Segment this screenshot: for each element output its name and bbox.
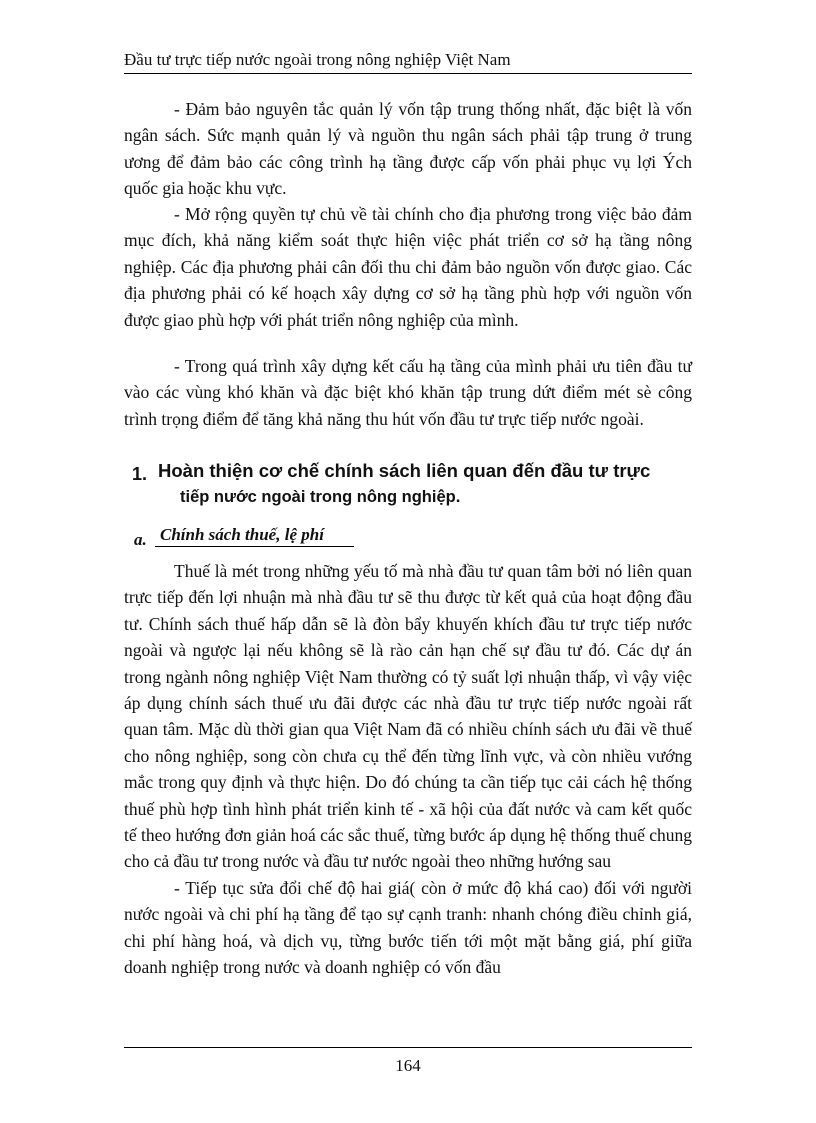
subsection-letter: a.	[134, 530, 147, 549]
paragraph-capital-management: - Đảm bảo nguyên tắc quản lý vốn tập trung thống nhất, đặc biệt là vốn ngân sách. Sức mạnh quản lý và nguồn thu ngân sách phải tập trung ở trung ương để đảm bảo các công trình hạ tầng được cấp vốn phải phục vụ lợi Ých quốc gia hoặc khu vực.	[124, 99, 692, 199]
section-title-line2: tiếp nước ngoài trong nông nghiệp.	[180, 488, 461, 506]
paragraph-local-autonomy: - Mở rộng quyền tự chủ về tài chính cho địa phương trong việc bảo đảm mục đích, khả năng kiểm soát thực hiện việc phát triển cơ sở hạ tầng nông nghiệp. Các địa phương phải cân đối thu chi đảm bảo nguồn vốn được giao. Các địa phương phải có kế hoạch xây dựng cơ sở hạ tầng phù hợp với nguồn vốn được giao phù hợp với phát triển nông nghiệp của mình.	[124, 204, 692, 330]
section-title-line1: Hoàn thiện cơ chế chính sách liên quan đến đầu tư trực	[158, 460, 651, 481]
header-divider	[124, 73, 692, 74]
footer-divider	[124, 1047, 692, 1048]
subsection-underline	[155, 546, 354, 547]
running-header	[124, 50, 692, 74]
section-number: 1.	[132, 464, 148, 484]
subsection-title: Chính sách thuế, lệ phí	[160, 525, 324, 544]
page-number: 164	[395, 1056, 421, 1075]
header-title: Đầu tư trực tiếp nước ngoài trong nông nghiệp Việt Nam	[124, 50, 511, 69]
paragraph-tax-policy: Thuế là mét trong những yếu tố mà nhà đầu tư quan tâm bởi nó liên quan trực tiếp đến lợi nhuận mà nhà đầu tư sẽ thu được từ kết quả của hoạt động đầu tư. Chính sách thuế hấp dẫn sẽ là đòn bẩy khuyến khích đầu tư trực tiếp nước ngoài và ngược lại nếu không sẽ là rào cản hạn chế sự đầu tư đó. Các dự án trong ngành nông nghiệp Việt Nam thường có tỷ suất lợi nhuận thấp, vì vậy việc áp dụng chính sách thuế ưu đãi được các nhà đầu tư trực tiếp nước ngoài rất quan tâm. Mặc dù thời gian qua Việt Nam đã có nhiều chính sách ưu đãi về thuế cho nông nghiệp, song còn chưa cụ thể đến từng lĩnh vực, và còn nhiều vướng mắc trong quy định và thực hiện. Do đó chúng ta cần tiếp tục cải cách hệ thống thuế phù hợp tình hình phát triển kinh tế - xã hội của đất nước và cam kết quốc tế theo hướng đơn giản hoá các sắc thuế, từng bước áp dụng hệ thống thuế chung cho cả đầu tư trong nước và đầu tư nước ngoài theo những hướng sau	[124, 561, 692, 872]
paragraph-dual-pricing: - Tiếp tục sửa đổi chế độ hai giá( còn ở mức độ khá cao) đối với người nước ngoài và chi phí hạ tầng để tạo sự cạnh tranh: nhanh chóng điều chỉnh giá, chi phí hàng hoá, và dịch vụ, từng bước tiến tới một mặt bằng giá, phí giữa doanh nghiệp trong nước và doanh nghiệp có vốn đầu	[124, 878, 692, 978]
paragraph-infrastructure-priority: - Trong quá trình xây dựng kết cấu hạ tầng của mình phải ưu tiên đầu tư vào các vùng khó khăn và đặc biệt khó khăn tập trung dứt điểm mét sè công trình trọng điểm để tăng khả năng thu hút vốn đầu tư trực tiếp nước ngoài.	[124, 356, 692, 429]
section-heading	[158, 458, 698, 510]
